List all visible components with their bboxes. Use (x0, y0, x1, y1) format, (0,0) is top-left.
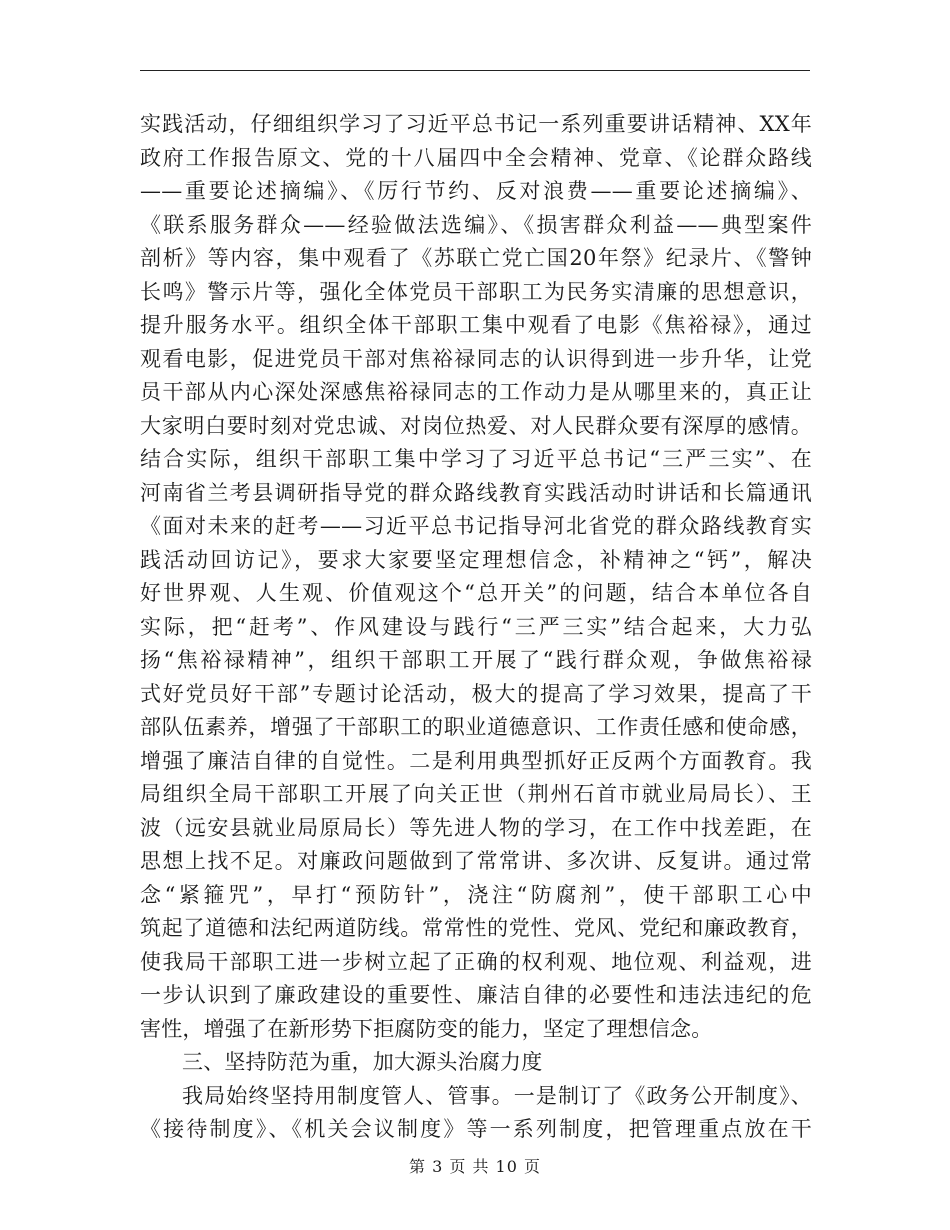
body-line: 部队伍素养，增强了干部职工的职业道德意识、工作责任感和使命感， (140, 715, 812, 739)
body-line: 一步认识到了廉政建设的重要性、廉洁自律的必要性和违法违纪的危 (140, 983, 812, 1007)
body-line: 河南省兰考县调研指导党的群众路线教育实践活动时讲话和长篇通讯 (140, 480, 812, 505)
body-line: 筑起了道德和法纪两道防线。常常性的党性、党风、党纪和廉政教育， (140, 916, 812, 940)
body-line: 好世界观、人生观、价值观这个“总开关”的问题，结合本单位各自 (140, 581, 812, 605)
body-line: 政府工作报告原文、党的十八届四中全会精神、党章、《论群众路线 (140, 145, 812, 170)
header-rule (140, 70, 810, 71)
body-line: 践活动回访记》，要求大家要坚定理想信念，补精神之“钙”，解决 (140, 547, 812, 572)
document-body (140, 108, 812, 1147)
body-line: 员干部从内心深处深感焦裕禄同志的工作动力是从哪里来的，真正让 (140, 380, 812, 404)
body-line: 《联系服务群众——经验做法选编》、《损害群众利益——典型案件 (140, 212, 812, 237)
body-line: 局组织全局干部职工开展了向关正世（荆州石首市就业局局长）、王 (140, 782, 812, 806)
paragraph-first-line: 我局始终坚持用制度管人、管事。一是制订了《政务公开制度》、 (182, 1083, 812, 1108)
body-line: 式好党员好干部”专题讨论活动，极大的提高了学习效果，提高了干 (140, 681, 812, 706)
body-line: 结合实际，组织干部职工集中学习了习近平总书记“三严三实”、在 (140, 447, 812, 471)
body-line: 思想上找不足。对廉政问题做到了常常讲、多次讲、反复讲。通过常 (140, 849, 812, 873)
section-heading: 三、坚持防范为重，加大源头治腐力度 (182, 1050, 543, 1074)
paragraph-line: 《接待制度》、《机关会议制度》等一系列制度，把管理重点放在干 (140, 1117, 812, 1141)
body-line: 害性，增强了在新形势下拒腐防变的能力，坚定了理想信念。 (140, 1016, 713, 1041)
body-line: 大家明白要时刻对党忠诚、对岗位热爱、对人民群众要有深厚的感情。 (140, 413, 812, 438)
body-line: 《面对未来的赶考——习近平总书记指导河北省党的群众路线教育实 (140, 514, 812, 538)
body-line: 实践活动，仔细组织学习了习近平总书记一系列重要讲话精神、XX年 (140, 112, 812, 136)
body-line: 使我局干部职工进一步树立起了正确的权利观、地位观、利益观，进 (140, 949, 812, 974)
page-footer: 第 3 页 共 10 页 (409, 1157, 541, 1176)
body-line: ——重要论述摘编》、《厉行节约、反对浪费——重要论述摘编》、 (140, 179, 812, 203)
body-line: 扬“焦裕禄精神”，组织干部职工开展了“践行群众观，争做焦裕禄 (140, 648, 812, 672)
body-line: 增强了廉洁自律的自觉性。二是利用典型抓好正反两个方面教育。我 (140, 748, 812, 773)
body-line: 波（远安县就业局原局长）等先进人物的学习，在工作中找差距，在 (140, 815, 812, 840)
body-line: 实际，把“赶考”、作风建设与践行“三严三实”结合起来，大力弘 (140, 614, 812, 639)
body-line: 观看电影，促进党员干部对焦裕禄同志的认识得到进一步升华，让党 (140, 346, 812, 371)
body-line: 念“紧箍咒”，早打“预防针”，浇注“防腐剂”，使干部职工心中 (140, 882, 812, 907)
body-line: 提升服务水平。组织全体干部职工集中观看了电影《焦裕禄》，通过 (140, 313, 812, 337)
body-line: 剖析》等内容，集中观看了《苏联亡党亡国20年祭》纪录片、《警钟 (140, 246, 812, 270)
body-line: 长鸣》警示片等，强化全体党员干部职工为民务实清廉的思想意识， (140, 279, 812, 304)
